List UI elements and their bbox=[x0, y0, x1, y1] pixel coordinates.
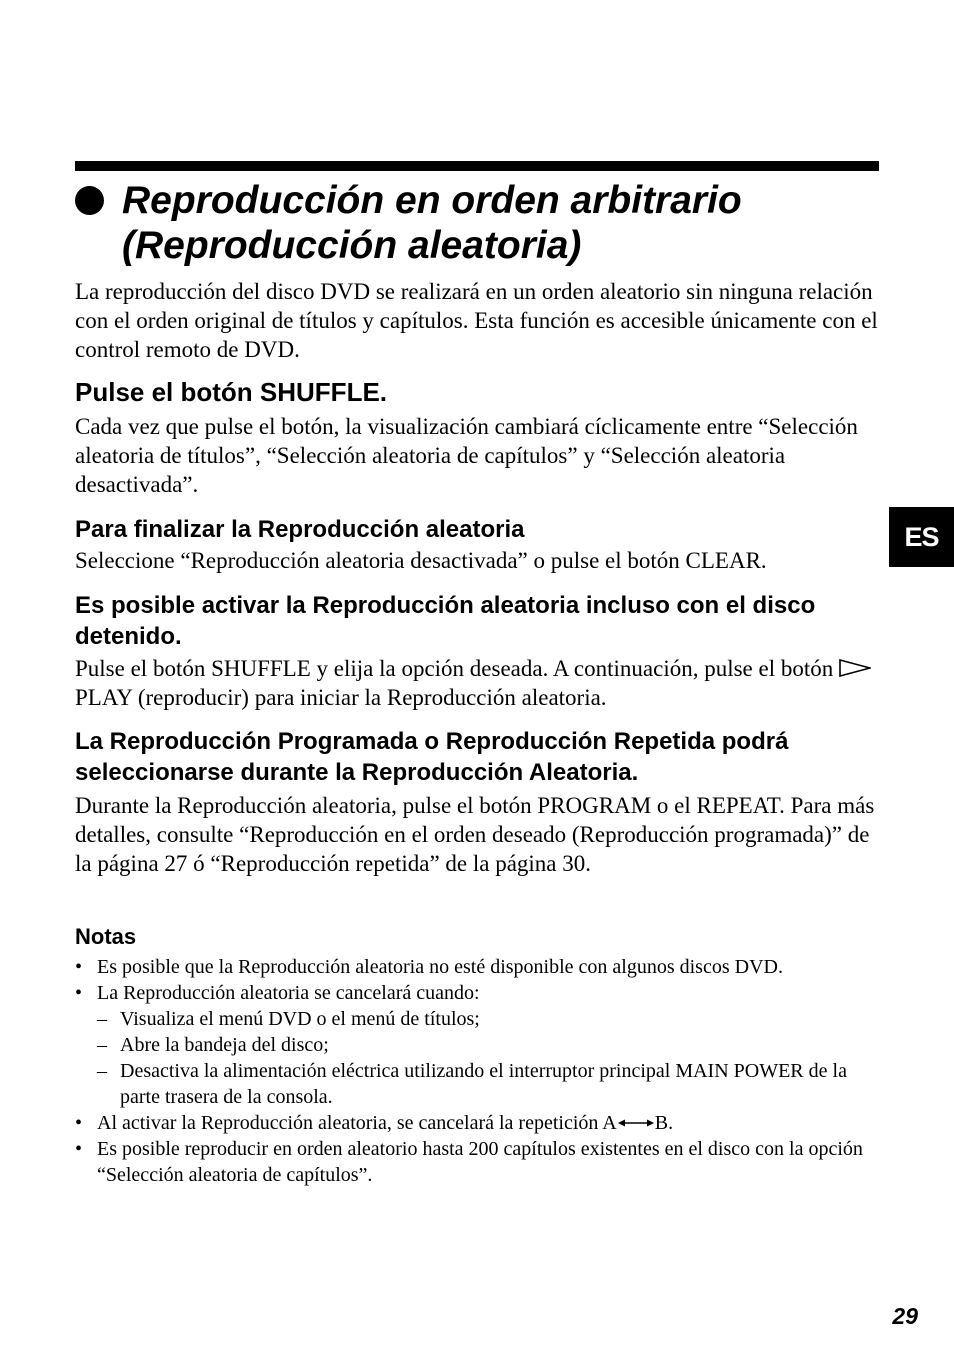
section-top-rule bbox=[75, 161, 879, 171]
notes-heading: Notas bbox=[75, 924, 137, 949]
note-item-text-before: Al activar la Reproducción aleatoria, se cancelará la repetición A bbox=[97, 1112, 617, 1134]
note-item-text-after: B. bbox=[654, 1112, 674, 1134]
step-body: Cada vez que pulse el botón, la visualización cambiará cíclicamente entre “Selección aleatoria de títulos”, “Selección aleatoria de capítulos” y “Selección aleatoria desactivada”. bbox=[75, 414, 858, 497]
note-sub-item bbox=[97, 1058, 875, 1110]
dash-icon: – bbox=[97, 1060, 107, 1082]
stopped-body-text-2: PLAY (reproducir) para iniciar la Reproducción aleatoria. bbox=[75, 685, 607, 710]
programmed-heading: La Reproducción Programada o Reproducción Repetida podrá seleccionarse durante la Reproducción Aleatoria. bbox=[75, 728, 789, 786]
bullet-icon: • bbox=[75, 956, 83, 978]
intro-paragraph: La reproducción del disco DVD se realizará en un orden aleatorio sin ninguna relación con el orden original de títulos y capítulos. Esta función es accesible únicamente con el control remoto de DVD. bbox=[75, 279, 878, 362]
note-sub-item-text: Visualiza el menú DVD o el menú de títulos; bbox=[120, 1008, 480, 1030]
note-item bbox=[75, 1136, 875, 1188]
dash-icon: – bbox=[97, 1008, 107, 1030]
note-item-text: Es posible que la Reproducción aleatoria no esté disponible con algunos discos DVD. bbox=[97, 956, 783, 978]
note-item-text: Es posible reproducir en orden aleatorio hasta 200 capítulos existentes en el disco con la opción “Selección aleatoria de capítulos”. bbox=[97, 1138, 863, 1186]
page-number: 29 bbox=[892, 1303, 918, 1329]
note-item bbox=[75, 1110, 875, 1136]
double-arrow-icon bbox=[618, 1118, 654, 1128]
note-item-text: La Reproducción aleatoria se cancelará cuando: bbox=[97, 982, 480, 1004]
finish-heading: Para finalizar la Reproducción aleatoria bbox=[75, 516, 525, 543]
stopped-heading: Es posible activar la Reproducción aleatoria incluso con el disco detenido. bbox=[75, 592, 816, 650]
bullet-icon: • bbox=[75, 1138, 83, 1160]
page-title bbox=[75, 178, 885, 268]
note-item bbox=[75, 980, 875, 1110]
filled-circle-icon bbox=[75, 186, 104, 215]
notes-list bbox=[75, 954, 875, 1188]
note-sub-item bbox=[97, 1032, 875, 1058]
title-line-1: Reproducción en orden arbitrario bbox=[122, 179, 742, 222]
step-heading: Pulse el botón SHUFFLE. bbox=[75, 377, 388, 407]
finish-body: Seleccione “Reproducción aleatoria desactivada” o pulse el botón CLEAR. bbox=[75, 548, 767, 573]
programmed-body: Durante la Reproducción aleatoria, pulse el botón PROGRAM o el REPEAT. Para más detalles, consulte “Reproducción en el orden deseado (Reproducción programada)” de la página 27 ó “Reproducción repetida” de la página 30. bbox=[75, 793, 875, 876]
bullet-icon: • bbox=[75, 1112, 83, 1134]
title-line-2: (Reproducción aleatoria) bbox=[122, 224, 582, 267]
play-icon bbox=[839, 659, 871, 677]
note-sub-item-text: Desactiva la alimentación eléctrica utilizando el interruptor principal MAIN POWER de la parte trasera de la consola. bbox=[120, 1060, 847, 1108]
note-sub-list bbox=[97, 1006, 875, 1110]
note-sub-item-text: Abre la bandeja del disco; bbox=[120, 1034, 329, 1056]
bullet-icon: • bbox=[75, 982, 83, 1004]
language-tab: ES bbox=[889, 507, 954, 567]
dash-icon: – bbox=[97, 1034, 107, 1056]
stopped-body bbox=[75, 654, 885, 712]
note-sub-item bbox=[97, 1006, 875, 1032]
note-item bbox=[75, 954, 875, 980]
stopped-body-text-1: Pulse el botón SHUFFLE y elija la opción deseada. A continuación, pulse el botón bbox=[75, 656, 834, 681]
